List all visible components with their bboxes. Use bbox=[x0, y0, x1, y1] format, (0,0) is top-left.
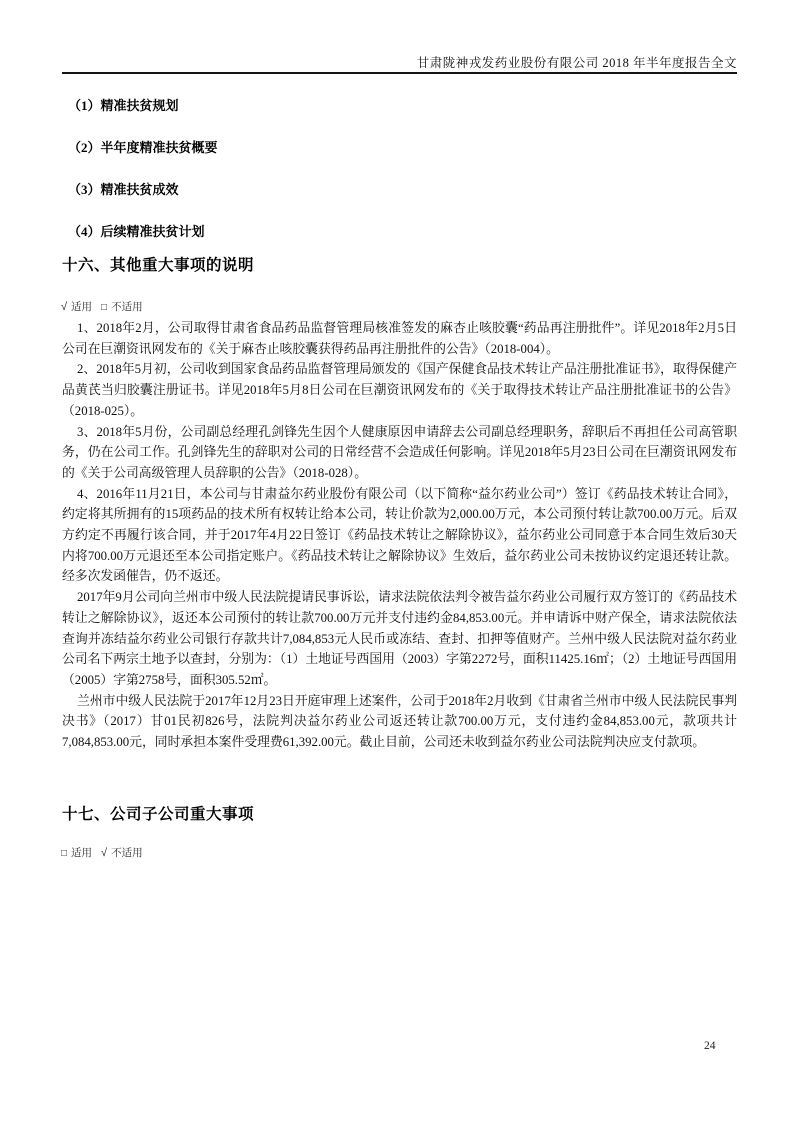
paragraph-4: 4、2016年11月21日，本公司与甘肃益尔药业股份有限公司（以下简称“益尔药业公司”）签订《药品技术转让合同》，约定将其所拥有的15项药品的技术所有权转让给本公司，转让价款为2,000.00万元，本公司预付转让款700.00万元。后双方约定不再履行该合同，并于2017年4月22日签订《药品技术转让之解除协议》，益尔药业公司同意于本合同生效后30天内将700.00万元退还至本公司指定账户。《药品技术转让之解除协议》生效后，益尔药业公司未按协议约定退还转让款。经多次发函催告，仍不返还。 bbox=[62, 486, 737, 584]
subsection-heading-4: （4）后续精准扶贫计划 bbox=[68, 224, 205, 239]
header-divider bbox=[62, 72, 737, 74]
paragraph-1: 1、2018年2月，公司取得甘肃省食品药品监督管理局核准签发的麻杏止咳胶囊“药品再注册批件”。详见2018年2月5日公司在巨潮资讯网发布的《关于麻杏止咳胶囊获得药品再注册批件的公告》（2018-004）。 bbox=[62, 321, 737, 356]
check-mark-icon: √ bbox=[61, 301, 68, 313]
section-16-body bbox=[62, 318, 737, 753]
empty-checkbox-icon: □ bbox=[101, 301, 108, 313]
page-number: 24 bbox=[704, 1040, 716, 1052]
section-17-applicability-line bbox=[61, 847, 737, 860]
check-mark-icon: √ bbox=[101, 847, 108, 859]
not-applicable-label: 不适用 bbox=[111, 847, 143, 859]
not-applicable-label: 不适用 bbox=[111, 301, 143, 313]
section-16-applicability-line bbox=[61, 301, 737, 314]
subsection-heading-3: （3）精准扶贫成效 bbox=[68, 182, 179, 197]
report-header-title: 甘肃陇神戎发药业股份有限公司 2018 年半年度报告全文 bbox=[416, 56, 737, 70]
paragraph-5: 2017年9月公司向兰州市中级人民法院提请民事诉讼，请求法院依法判令被告益尔药业公司履行双方签订的《药品技术转让之解除协议》，返还本公司预付的转让款700.00万元并支付违约金84,853.00元。并申请诉中财产保全，请求法院依法查询并冻结益尔药业公司银行存款共计7,084,853元人民币或冻结、查封、扣押等值财产。兰州中级人民法院对益尔药业公司名下两宗土地予以查封，分别为：（1）土地证号西国用（2003）字第2272号，面积11425.16㎡；（2）土地证号西国用（2005）字第2758号，面积305.52㎡。 bbox=[62, 590, 737, 687]
empty-checkbox-icon: □ bbox=[61, 847, 68, 859]
subsection-heading-1: （1）精准扶贫规划 bbox=[68, 98, 179, 113]
paragraph-2: 2、2018年5月初，公司收到国家食品药品监督管理局颁发的《国产保健食品技术转让产品注册批准证书》，取得保健产品黄芪当归胶囊注册证书。详见2018年5月8日公司在巨潮资讯网发布的《关于取得技术转让产品注册批准证书的公告》（2018-025）。 bbox=[62, 362, 737, 418]
paragraph-6: 兰州市中级人民法院于2017年12月23日开庭审理上述案件，公司于2018年2月收到《甘肃省兰州市中级人民法院民事判决书》（2017）甘01民初826号，法院判决益尔药业公司返还转让款700.00万元，支付违约金84,853.00元，款项共计7,084,853.00元，同时承担本案件受理费61,392.00元。截止目前，公司还未收到益尔药业公司法院判决应支付款项。 bbox=[62, 693, 737, 750]
applicable-label: 适用 bbox=[71, 847, 93, 859]
section-17-heading: 十七、公司子公司重大事项 bbox=[62, 806, 255, 823]
paragraph-3: 3、2018年5月份，公司副总经理孔剑锋先生因个人健康原因申请辞去公司副总经理职务，辞职后不再担任公司高管职务，仍在公司工作。孔剑锋先生的辞职对公司的日常经营不会造成任何影响。详见2018年5月23日公司在巨潮资讯网发布的《关于公司高级管理人员辞职的公告》（2018-028）。 bbox=[62, 424, 737, 480]
subsection-heading-2: （2）半年度精准扶贫概要 bbox=[68, 140, 218, 155]
section-16-heading: 十六、其他重大事项的说明 bbox=[62, 257, 255, 274]
applicable-label: 适用 bbox=[71, 301, 93, 313]
